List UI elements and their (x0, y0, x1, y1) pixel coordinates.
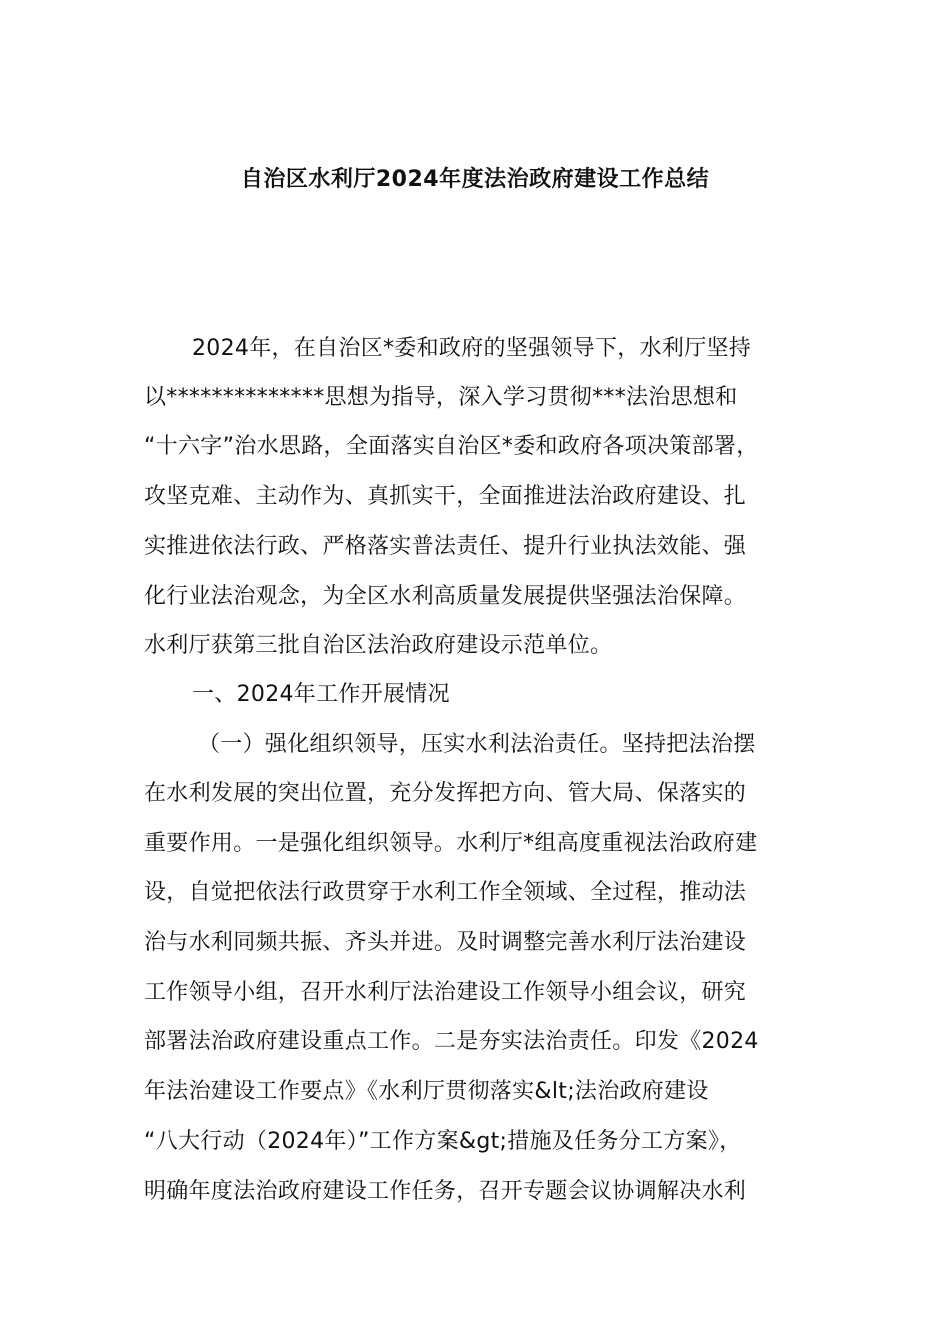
paragraph-line: 化行业法治观念，为全区水利高质量发展提供坚强法治保障。 (144, 584, 747, 609)
paragraph-line: 以**************思想为指导，深入学习贯彻***法治思想和 (144, 385, 738, 410)
paragraph-line: 重要作用。一是强化组织领导。水利厅*组高度重视法治政府建 (144, 831, 758, 856)
paragraph-line: “八大行动（2024年）”工作方案&gt;措施及任务分工方案》， (144, 1129, 742, 1154)
section-heading: 一、2024年工作开展情况 (192, 682, 450, 707)
paragraph-line: 年法治建设工作要点》《水利厅贯彻落实&lt;法治政府建设 (144, 1079, 709, 1104)
paragraph-line: 在水利发展的突出位置，充分发挥把方向、管大局、保落实的 (144, 781, 747, 806)
paragraph-line: 设，自觉把依法行政贯穿于水利工作全领域、全过程，推动法 (144, 880, 747, 905)
paragraph-line: （一）强化组织领导，压实水利法治责任。坚持把法治摆 (198, 732, 756, 757)
document-title: 自治区水利厅2024年度法治政府建设工作总结 (240, 167, 710, 192)
paragraph-line: 实推进依法行政、严格落实普法责任、提升行业执法效能、强 (144, 534, 747, 559)
paragraph-line: 2024年，在自治区*委和政府的坚强领导下，水利厅坚持 (192, 336, 752, 361)
paragraph-line: 水利厅获第三批自治区法治政府建设示范单位。 (144, 633, 613, 658)
paragraph-line: 工作领导小组，召开水利厅法治建设工作领导小组会议，研究 (144, 980, 747, 1005)
paragraph-line: “十六字”治水思路，全面落实自治区*委和政府各项决策部署， (144, 434, 759, 459)
paragraph-line: 治与水利同频共振、齐头并进。及时调整完善水利厅法治建设 (144, 930, 747, 955)
paragraph-line: 部署法治政府建设重点工作。二是夯实法治责任。印发《2024 (144, 1029, 759, 1054)
paragraph-line: 明确年度法治政府建设工作任务，召开专题会议协调解决水利 (144, 1179, 747, 1204)
paragraph-line: 攻坚克难、主动作为、真抓实干，全面推进法治政府建设、扎 (144, 484, 747, 509)
